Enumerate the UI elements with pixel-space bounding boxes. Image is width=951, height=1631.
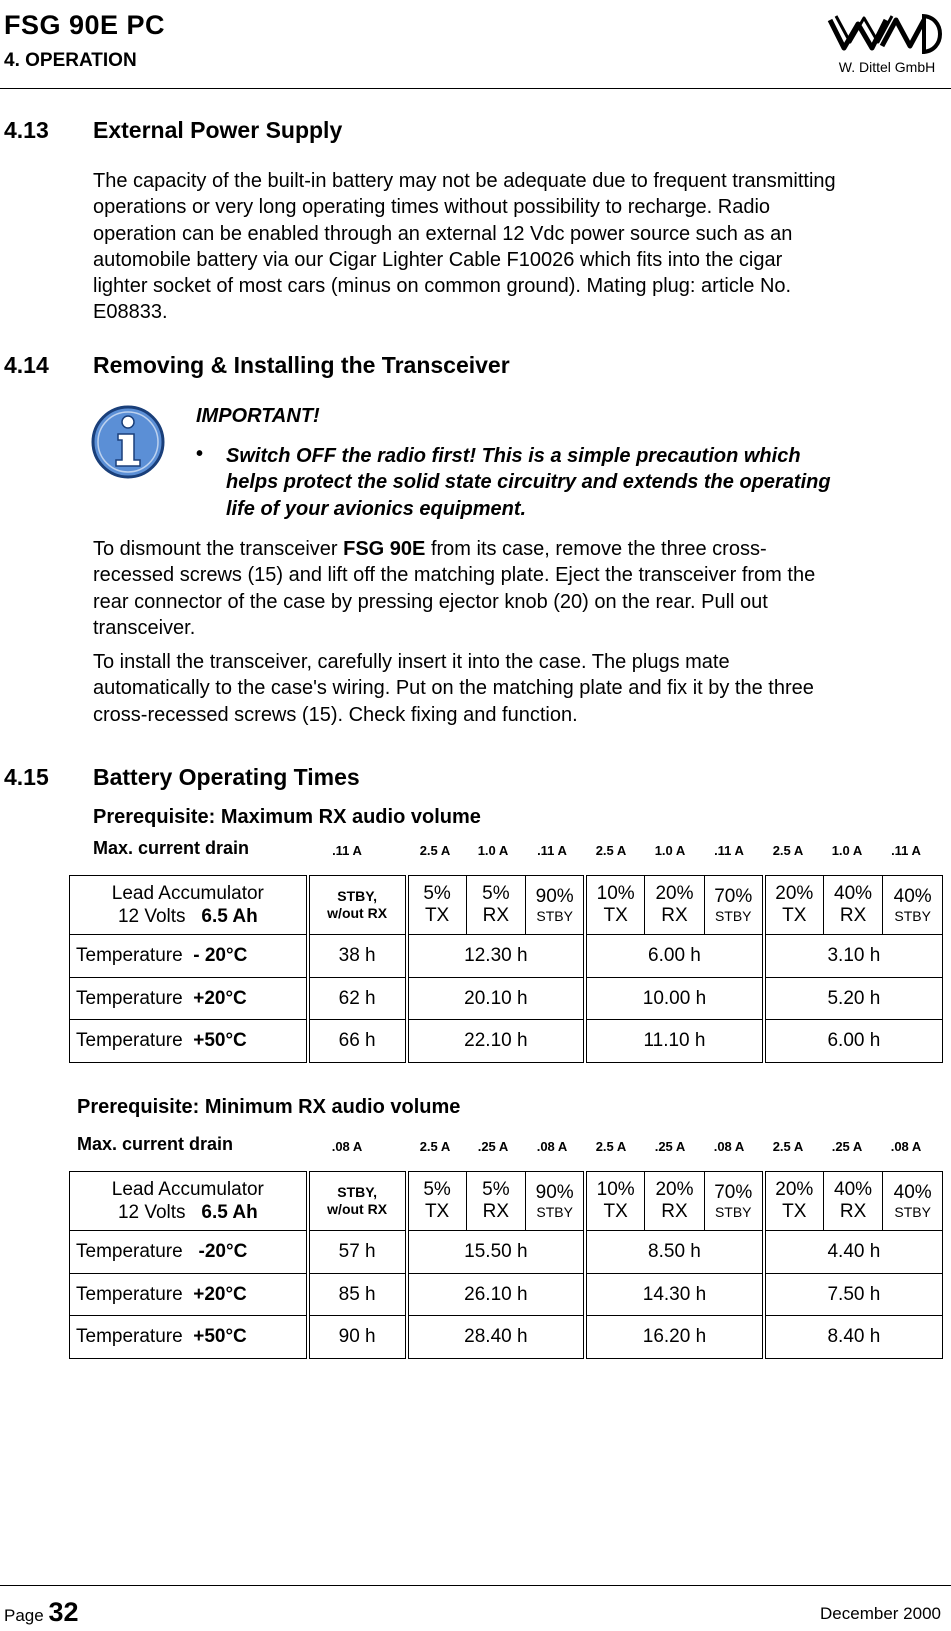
text-line: automobile battery via our Cigar Lighter Cable F10026 which fits into the cigar <box>93 248 783 271</box>
prerequisite-max: Prerequisite: Maximum RX audio volume <box>93 806 481 828</box>
drain-value: 2.5 A <box>772 1139 804 1154</box>
temperature-label: Temperature <box>76 1030 183 1051</box>
text-line: Switch OFF the radio first! This is a simple precaution which <box>226 445 801 467</box>
stby-header <box>308 876 407 935</box>
table-row <box>70 935 943 978</box>
table-header-row <box>70 876 943 935</box>
section-4-13-body <box>93 168 945 326</box>
temperature-value: +20°C <box>193 987 247 1009</box>
battery-table-min <box>69 1171 943 1359</box>
capacity: 6.5 Ah <box>201 906 258 927</box>
section-number-4-14: 4.14 <box>4 352 49 378</box>
text-line: w/out RX <box>327 905 388 921</box>
text-line: recessed screws (15) and lift off the matching plate. Eject the transceiver from the <box>93 564 816 587</box>
duty-mode: TX <box>603 1201 628 1222</box>
text-line: helps protect the solid state circuitry and extends the operating <box>226 471 831 494</box>
drain-value: .25 A <box>477 1139 509 1154</box>
temperature-value: +50°C <box>193 1030 247 1051</box>
drain-value: 2.5 A <box>419 843 451 858</box>
temperature-label: Temperature <box>76 945 183 966</box>
duty-header <box>883 1172 943 1231</box>
duty-mode: TX <box>782 1201 807 1222</box>
text-span: To dismount the transceiver <box>93 538 344 560</box>
duty-pct: 40% <box>834 1179 873 1200</box>
text-line: To install the transceiver, carefully insert it into the case. The plugs mate <box>93 651 730 673</box>
duty-mode: STBY <box>536 1204 573 1220</box>
drain-value: .08 A <box>713 1139 745 1154</box>
drain-value: 1.0 A <box>831 843 863 858</box>
duty-pct: 70% <box>714 886 753 907</box>
drain-value: 1.0 A <box>654 843 686 858</box>
install-paragraph <box>93 649 945 728</box>
page-number: 32 <box>48 1597 79 1627</box>
time-cell: 7.50 h <box>764 1274 943 1316</box>
text-line: transceiver. <box>93 616 196 639</box>
drain-value: 2.5 A <box>772 843 804 858</box>
stby-cell: 62 h <box>308 978 407 1020</box>
capacity: 6.5 Ah <box>201 1202 258 1223</box>
drain-value: .08 A <box>536 1139 568 1154</box>
duty-header <box>526 1172 586 1231</box>
battery-table-max <box>69 875 943 1063</box>
temperature-cell <box>70 1020 308 1063</box>
drain-value: .08 A <box>331 1139 363 1154</box>
duty-pct: 90% <box>535 886 574 907</box>
text-line: operations or very long operating times without possibility to recharge. Radio <box>93 196 771 219</box>
document-title: FSG 90E PC <box>4 10 166 40</box>
duty-header <box>883 876 943 935</box>
drain-value: 2.5 A <box>419 1139 451 1154</box>
stby-cell: 66 h <box>308 1020 407 1063</box>
duty-mode: RX <box>482 1201 510 1222</box>
duty-mode: TX <box>782 905 807 926</box>
temperature-label: Temperature <box>76 1283 183 1305</box>
product-name: FSG 90E <box>343 538 426 560</box>
drain-value: .11 A <box>891 843 921 858</box>
duty-pct: 20% <box>775 883 814 904</box>
text-span: from its case, remove the three cross- <box>425 538 767 560</box>
duty-header <box>585 1172 645 1231</box>
temperature-cell <box>70 1316 308 1359</box>
duty-pct: 10% <box>596 1179 635 1200</box>
drain-value: 2.5 A <box>595 1139 627 1154</box>
table-row <box>70 1316 943 1359</box>
drain-value: .25 A <box>654 1139 686 1154</box>
footer-date: December 2000 <box>820 1604 941 1623</box>
duty-pct: 40% <box>834 883 873 904</box>
duty-pct: 5% <box>423 883 451 904</box>
duty-pct: 20% <box>775 1179 814 1200</box>
duty-mode: RX <box>839 905 867 926</box>
text-line: The capacity of the built-in battery may not be adequate due to frequent transmitting <box>93 170 836 192</box>
company-name: W. Dittel GmbH <box>838 59 936 75</box>
duty-pct: 40% <box>893 886 932 907</box>
time-cell: 11.10 h <box>585 1020 764 1063</box>
time-cell: 4.40 h <box>764 1231 943 1274</box>
accumulator-header <box>70 1172 308 1231</box>
duty-mode: STBY <box>894 908 931 924</box>
duty-header <box>704 1172 764 1231</box>
duty-pct: 10% <box>596 883 635 904</box>
text-span: 12 Volts <box>117 906 186 927</box>
duty-header <box>645 1172 705 1231</box>
section-number-4-13: 4.13 <box>4 117 49 143</box>
table-header-row <box>70 1172 943 1231</box>
text-line: operation can be enabled through an external 12 Vdc power source such as an <box>93 222 793 245</box>
accumulator-header <box>70 876 308 935</box>
table-row <box>70 1231 943 1274</box>
duty-pct: 5% <box>423 1179 451 1200</box>
time-cell: 26.10 h <box>407 1274 586 1316</box>
info-icon <box>90 404 166 480</box>
duty-header <box>764 876 824 935</box>
duty-mode: TX <box>424 1201 450 1222</box>
time-cell: 14.30 h <box>585 1274 764 1316</box>
duty-mode: RX <box>661 905 688 926</box>
section-title-4-15: Battery Operating Times <box>93 764 360 790</box>
text-line: life of your avionics equipment. <box>226 497 527 520</box>
duty-header <box>466 876 526 935</box>
time-cell: 5.20 h <box>764 978 943 1020</box>
duty-mode: RX <box>661 1201 688 1222</box>
duty-header <box>823 1172 883 1231</box>
header-rule <box>0 88 951 89</box>
temperature-value: +20°C <box>193 1283 247 1305</box>
text-line: Lead Accumulator <box>111 1179 264 1200</box>
duty-header <box>466 1172 526 1231</box>
text-line: STBY, <box>337 888 377 904</box>
table-row <box>70 978 943 1020</box>
page-indicator <box>4 1597 78 1628</box>
time-cell: 16.20 h <box>585 1316 764 1359</box>
duty-pct: 5% <box>482 1179 510 1200</box>
drain-value: .25 A <box>831 1139 863 1154</box>
chapter-title: 4. OPERATION <box>4 50 137 71</box>
text-line: w/out RX <box>327 1201 388 1217</box>
duty-mode: TX <box>603 905 628 926</box>
temperature-label: Temperature <box>76 1241 183 1262</box>
time-cell: 22.10 h <box>407 1020 586 1063</box>
temperature-cell <box>70 978 308 1020</box>
text-line <box>93 536 945 562</box>
temperature-label: Temperature <box>76 1326 183 1347</box>
time-cell: 28.40 h <box>407 1316 586 1359</box>
bullet-marker: • <box>196 443 204 465</box>
temperature-label: Temperature <box>76 987 183 1009</box>
time-cell: 10.00 h <box>585 978 764 1020</box>
temperature-cell <box>70 1274 308 1316</box>
drain-value: 1.0 A <box>477 843 509 858</box>
text-line: STBY, <box>337 1184 377 1200</box>
duty-header <box>585 876 645 935</box>
footer-rule <box>0 1585 951 1586</box>
prerequisite-min: Prerequisite: Minimum RX audio volume <box>77 1096 461 1118</box>
text-line <box>70 905 306 928</box>
section-number-4-15: 4.15 <box>4 764 49 790</box>
duty-header <box>764 1172 824 1231</box>
temperature-value: - 20°C <box>193 945 248 966</box>
duty-header <box>526 876 586 935</box>
stby-cell: 38 h <box>308 935 407 978</box>
stby-cell: 57 h <box>308 1231 407 1274</box>
important-bullet <box>226 443 946 522</box>
duty-mode: TX <box>424 905 450 926</box>
time-cell: 8.40 h <box>764 1316 943 1359</box>
time-cell: 12.30 h <box>407 935 586 978</box>
duty-mode: STBY <box>536 908 573 924</box>
text-line: cross-recessed screws (15). Check fixing and function. <box>93 703 578 726</box>
duty-pct: 70% <box>714 1182 753 1203</box>
duty-pct: 20% <box>655 1179 694 1200</box>
important-label: IMPORTANT! <box>196 405 320 427</box>
time-cell: 6.00 h <box>764 1020 943 1063</box>
duty-mode: RX <box>839 1201 867 1222</box>
duty-header <box>645 876 705 935</box>
drain-value: .11 A <box>537 843 567 858</box>
time-cell: 15.50 h <box>407 1231 586 1274</box>
drain-value: .11 A <box>332 843 362 858</box>
duty-header <box>407 876 467 935</box>
drain-value: .08 A <box>890 1139 922 1154</box>
time-cell: 8.50 h <box>585 1231 764 1274</box>
table-row <box>70 1020 943 1063</box>
max-current-drain-label: Max. current drain <box>77 1134 234 1154</box>
temperature-cell <box>70 935 308 978</box>
time-cell: 6.00 h <box>585 935 764 978</box>
drain-value: 2.5 A <box>595 843 627 858</box>
text-line <box>70 1201 306 1224</box>
temperature-value: -20°C <box>198 1241 248 1262</box>
text-line: rear connector of the case by pressing ejector knob (20) on the rear. Pull out <box>93 590 768 613</box>
duty-header <box>823 876 883 935</box>
duty-mode: STBY <box>894 1204 931 1220</box>
drain-value: .11 A <box>714 843 744 858</box>
duty-mode: STBY <box>714 1204 752 1220</box>
duty-header <box>704 876 764 935</box>
section-title-4-13: External Power Supply <box>93 117 343 143</box>
time-cell: 20.10 h <box>407 978 586 1020</box>
duty-pct: 40% <box>893 1182 932 1203</box>
section-title-4-14: Removing & Installing the Transceiver <box>93 352 510 378</box>
duty-pct: 20% <box>655 883 694 904</box>
text-line: E08833. <box>93 301 168 324</box>
stby-cell: 85 h <box>308 1274 407 1316</box>
duty-mode: STBY <box>714 908 752 924</box>
text-line: automatically to the case's wiring. Put on the matching plate and fix it by the three <box>93 677 814 700</box>
text-span: 12 Volts <box>117 1202 186 1223</box>
max-current-drain-label: Max. current drain <box>93 838 250 858</box>
stby-header <box>308 1172 407 1231</box>
duty-pct: 90% <box>535 1182 574 1203</box>
duty-header <box>407 1172 467 1231</box>
duty-mode: RX <box>482 905 510 926</box>
temperature-value: +50°C <box>193 1326 247 1347</box>
dismount-paragraph <box>93 536 945 641</box>
stby-cell: 90 h <box>308 1316 407 1359</box>
text-line: Lead Accumulator <box>111 883 264 904</box>
temperature-cell <box>70 1231 308 1274</box>
duty-pct: 5% <box>482 883 510 904</box>
table-row <box>70 1274 943 1316</box>
time-cell: 3.10 h <box>764 935 943 978</box>
text-line: lighter socket of most cars (minus on common ground). Mating plug: article No. <box>93 275 792 298</box>
page-label: Page <box>4 1606 44 1625</box>
